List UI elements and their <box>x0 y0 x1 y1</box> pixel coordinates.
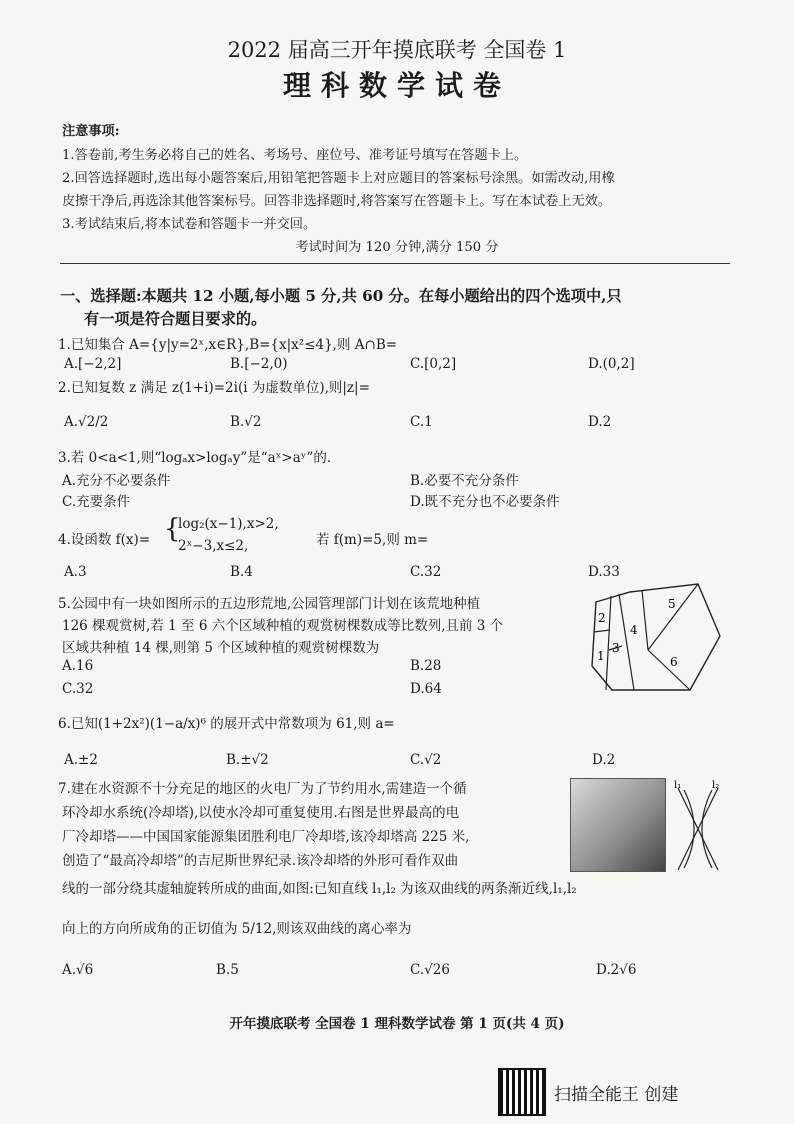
q4-option-b: B.4 <box>230 564 253 580</box>
q5-line-3: 区域共种植 14 棵,则第 5 个区域种植的观赏树棵数为 <box>62 640 380 656</box>
asymptote-label-l1: l₁ <box>674 780 682 791</box>
region-label-5: 5 <box>668 597 676 611</box>
q7-line-4: 创造了“最高冷却塔”的吉尼斯世界纪录.该冷却塔的外形可看作双曲 <box>62 853 459 869</box>
q6-option-d: D.2 <box>592 752 616 768</box>
q7-option-a: A.√6 <box>62 962 94 978</box>
page-footer: 开年摸底联考 全国卷 1 理科数学试卷 第 1 页(共 4 页) <box>229 1016 565 1032</box>
note-2a: 2.回答选择题时,选出每小题答案后,用铅笔把答题卡上对应题目的答案标号涂黑。如需改动,用橡 <box>62 171 615 186</box>
q6-stem: 6.已知(1+2x²)(1−a/x)⁶ 的展开式中常数项为 61,则 a= <box>58 716 395 732</box>
q3-option-d: D.既不充分也不必要条件 <box>410 494 560 510</box>
note-2b: 皮擦干净后,再选涂其他答案标号。回答非选择题时,将答案写在答题卡上。写在本试卷上无效。 <box>62 194 612 209</box>
q5-option-c: C.32 <box>62 681 94 697</box>
region-label-6: 6 <box>670 655 678 669</box>
q7-line-1: 7.建在水资源不十分充足的地区的火电厂为了节约用水,需建造一个循 <box>58 781 467 797</box>
q7-option-b: B.5 <box>216 962 239 978</box>
q7-line-6: 向上的方向所成角的正切值为 5/12,则该双曲线的离心率为 <box>62 921 412 937</box>
q7-option-d: D.2√6 <box>596 962 637 978</box>
q1-option-c: C.[0,2] <box>410 356 457 372</box>
q2-option-d: D.2 <box>588 414 612 430</box>
q1-option-b: B.[−2,0) <box>230 356 288 372</box>
q5-line-1: 5.公园中有一块如图所示的五边形荒地,公园管理部门计划在该荒地种植 <box>58 596 481 612</box>
q4-case-1: log₂(x−1),x>2, <box>178 516 279 532</box>
q2-option-b: B.√2 <box>230 414 262 430</box>
q3-stem: 3.若 0<a<1,则“logₐx>logₐy”是“aˣ>aʸ”的. <box>58 450 332 466</box>
q7-line-3: 厂冷却塔——中国国家能源集团胜利电厂冷却塔,该冷却塔高 225 米, <box>62 829 470 845</box>
section-heading-2: 有一项是符合题目要求的。 <box>84 310 267 328</box>
q5-option-a: A.16 <box>62 658 94 674</box>
section-heading-1: 一、选择题:本题共 12 小题,每小题 5 分,共 60 分。在每小题给出的四个选项中,只 <box>60 287 622 305</box>
cooling-tower-photo <box>570 778 666 872</box>
q3-option-c: C.充要条件 <box>62 494 131 510</box>
q7-option-c: C.√26 <box>410 962 450 978</box>
q5-option-b: B.28 <box>410 658 442 674</box>
q2-option-c: C.1 <box>410 414 433 430</box>
q1-option-d: D.(0,2] <box>588 356 635 372</box>
q4-option-d: D.33 <box>588 564 620 580</box>
exam-time: 考试时间为 120 分钟,满分 150 分 <box>295 240 499 255</box>
asymptote-label-l2: l₂ <box>712 780 720 791</box>
q4-option-a: A.3 <box>64 564 87 580</box>
q4-stem-pre: 4.设函数 f(x)= <box>58 532 151 548</box>
q5-line-2: 126 棵观赏树,若 1 至 6 六个区域种植的观赏树棵数成等比数列,且前 3 个 <box>62 618 504 634</box>
region-label-2: 2 <box>598 611 606 625</box>
region-label-3: 3 <box>612 641 620 655</box>
q4-stem-post: 若 f(m)=5,则 m= <box>316 532 429 548</box>
note-1: 1.答卷前,考生务必将自己的姓名、考场号、座位号、准考证号填写在答题卡上。 <box>62 148 528 163</box>
q6-option-a: A.±2 <box>64 752 98 768</box>
region-label-4: 4 <box>630 623 638 637</box>
q6-option-b: B.±√2 <box>226 752 269 768</box>
notes-heading: 注意事项: <box>62 124 120 139</box>
q3-option-a: A.充分不必要条件 <box>62 473 171 489</box>
qr-code-icon <box>498 1068 546 1116</box>
q2-stem: 2.已知复数 z 满足 z(1+i)=2i(i 为虚数单位),则|z|= <box>58 380 370 396</box>
q4-brace: { <box>164 514 181 544</box>
q7-line-5: 线的一部分绕其虚轴旋转所成的曲面,如图:已知直线 l₁,l₂ 为该双曲线的两条渐近线,l₁,l₂ <box>62 881 577 897</box>
q3-option-b: B.必要不充分条件 <box>410 473 519 489</box>
pentagon-figure <box>586 580 724 696</box>
scanner-watermark: 扫描全能王 创建 <box>554 1085 679 1105</box>
note-3: 3.考试结束后,将本试卷和答题卡一并交回。 <box>62 217 317 232</box>
exam-subtitle: 理科数学试卷 <box>282 69 511 102</box>
divider <box>60 263 730 264</box>
q4-case-2: 2ˣ−3,x≤2, <box>178 538 249 554</box>
region-label-1: 1 <box>597 649 605 663</box>
q2-option-a: A.√2/2 <box>64 414 109 430</box>
q7-line-2: 环冷却水系统(冷却塔),以使水冷却可重复使用.右图是世界最高的电 <box>62 805 460 821</box>
q4-option-c: C.32 <box>410 564 442 580</box>
q1-stem: 1.已知集合 A={y|y=2ˣ,x∈R},B={x|x²≤4},则 A∩B= <box>58 337 398 353</box>
q5-option-d: D.64 <box>410 681 442 697</box>
q1-option-a: A.[−2,2] <box>64 356 122 372</box>
hyperbola-asymptote-figure <box>670 778 726 874</box>
exam-title: 2022 届高三开年摸底联考 全国卷 1 <box>227 38 567 62</box>
q6-option-c: C.√2 <box>410 752 442 768</box>
